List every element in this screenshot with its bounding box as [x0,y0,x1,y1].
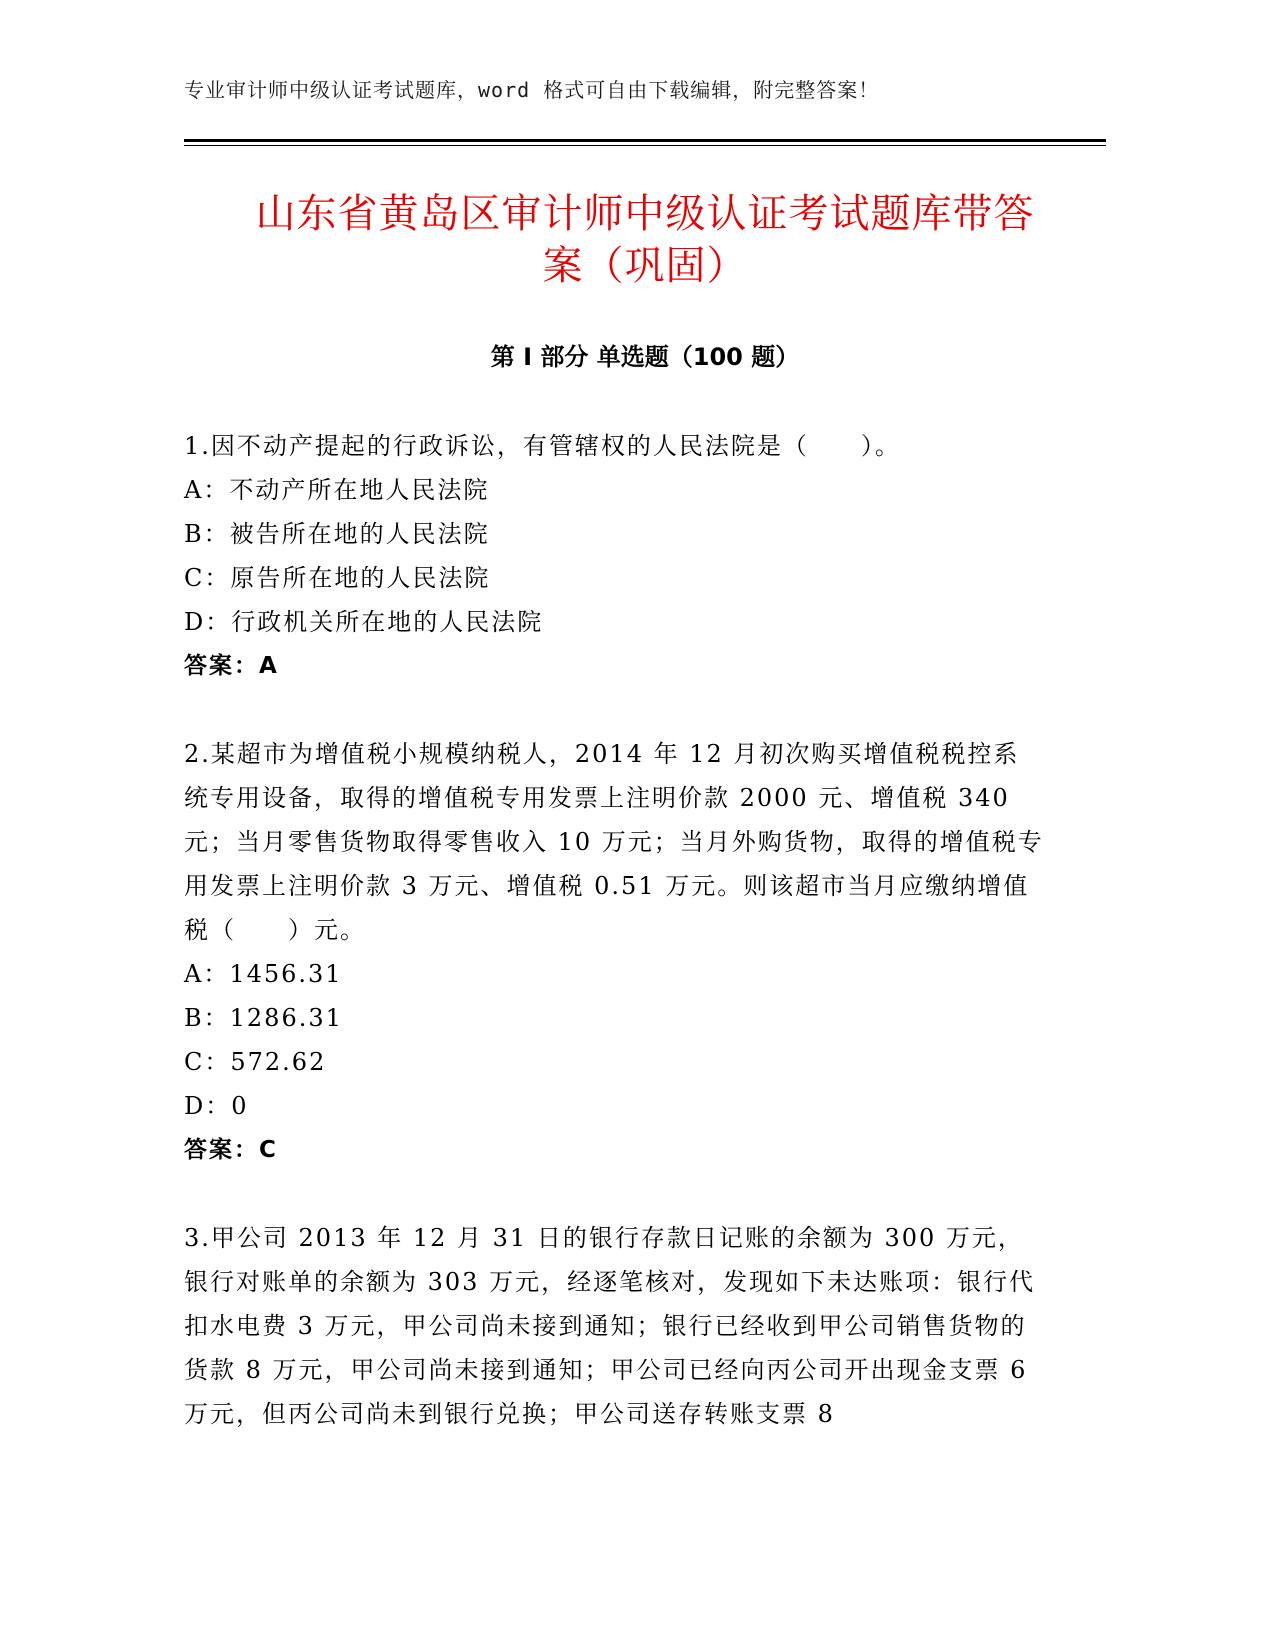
option-c: C：原告所在地的人民法院 [184,564,491,592]
document-title [184,188,1106,292]
question-2 [184,732,1044,1172]
option-a: A：1456.31 [184,960,343,988]
question-stem: 3.甲公司 2013 年 12 月 31 日的银行存款日记账的余额为 300 万元，银行对账单的余额为 303 万元，经逐笔核对，发现如下未达账项：银行代扣水电费 3 万元，甲公司尚未接到通知；银行已经收到甲公司销售货物的货款 8 万元，甲公司尚未接到通知；甲公司已经向丙公司开出现金支票 6 万元，但丙公司尚未到银行兑换；甲公司送存转账支票 8 [184,1224,1036,1428]
question-list [184,424,1044,1480]
option-d: D：行政机关所在地的人民法院 [184,608,544,636]
question-stem: 2.某超市为增值税小规模纳税人，2014 年 12 月初次购买增值税税控系统专用设备，取得的增值税专用发票上注明价款 2000 元、增值税 340 元；当月零售货物取得零售收入 10 万元；当月外购货物，取得的增值税专用发票上注明价款 3 万元、增值税 0.51 万元。则该超市当月应缴纳增值税（ ）元。 [184,740,1044,944]
section-heading: 第 I 部分 单选题（100 题） [490,343,800,371]
question-1 [184,424,1044,688]
document-title-line-1: 山东省黄岛区审计师中级认证考试题库带答 [255,191,1035,237]
answer: 答案：C [184,1137,278,1163]
header-note: 专业审计师中级认证考试题库，word 格式可自由下载编辑，附完整答案！ [184,78,880,102]
option-b: B：1286.31 [184,1004,343,1032]
option-b: B：被告所在地的人民法院 [184,520,490,548]
option-d: D：0 [184,1092,249,1120]
option-a: A：不动产所在地人民法院 [184,476,490,504]
header-rule-thick [184,139,1106,142]
question-3 [184,1216,1044,1436]
header-rule-thin [184,145,1106,146]
document-title-line-2: 案（巩固） [542,243,748,289]
option-c: C：572.62 [184,1048,327,1076]
answer: 答案：A [184,653,279,679]
question-stem: 1.因不动产提起的行政诉讼，有管辖权的人民法院是（ ）。 [184,432,901,460]
